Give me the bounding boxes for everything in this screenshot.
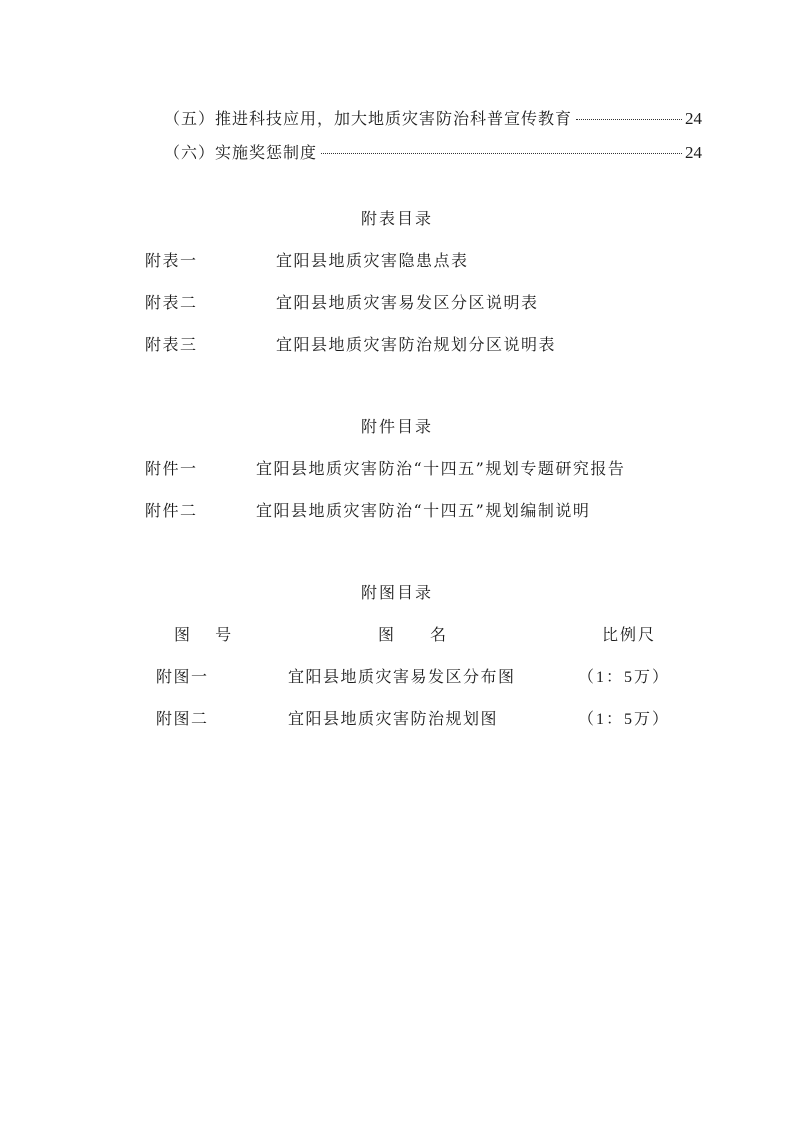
appendix-tables-heading: 附表目录 bbox=[360, 209, 433, 228]
column-header-figure-name: 图 名 bbox=[378, 625, 457, 644]
toc-page-number: 24 bbox=[685, 143, 702, 162]
figure-scale: （1：5万） bbox=[578, 711, 671, 728]
toc-label: （六）实施奖惩制度 bbox=[164, 143, 318, 162]
appendix-table-no: 附表二 bbox=[145, 293, 198, 312]
toc-page-number: 24 bbox=[685, 109, 702, 128]
figure-scale: （1：5万） bbox=[578, 669, 671, 686]
column-header-scale: 比例尺 bbox=[602, 625, 657, 644]
toc-row[interactable] bbox=[164, 106, 702, 130]
appendix-table-title: 宜阳县地质灾害隐患点表 bbox=[276, 251, 469, 270]
attachments-heading: 附件目录 bbox=[360, 417, 433, 436]
toc-label: （五）推进科技应用，加大地质灾害防治科普宣传教育 bbox=[164, 109, 573, 128]
toc-dot-leader bbox=[576, 119, 682, 120]
appendix-table-title: 宜阳县地质灾害防治规划分区说明表 bbox=[276, 335, 557, 354]
attachment-title: 宜阳县地质灾害防治“十四五”规划编制说明 bbox=[256, 501, 591, 520]
toc-dot-leader bbox=[321, 153, 682, 154]
toc-row[interactable] bbox=[164, 140, 702, 164]
appendix-table-title: 宜阳县地质灾害易发区分区说明表 bbox=[276, 293, 539, 312]
figure-no: 附图一 bbox=[156, 667, 209, 686]
column-header-figure-no: 图 号 bbox=[174, 625, 242, 644]
figure-name: 宜阳县地质灾害防治规划图 bbox=[288, 709, 499, 728]
attachment-no: 附件一 bbox=[145, 459, 198, 478]
appendix-table-no: 附表三 bbox=[145, 335, 198, 354]
attachment-title: 宜阳县地质灾害防治“十四五”规划专题研究报告 bbox=[256, 459, 626, 478]
figure-name: 宜阳县地质灾害易发区分布图 bbox=[288, 667, 516, 686]
figures-heading: 附图目录 bbox=[360, 583, 433, 602]
appendix-table-no: 附表一 bbox=[145, 251, 198, 270]
figure-no: 附图二 bbox=[156, 709, 209, 728]
attachment-no: 附件二 bbox=[145, 501, 198, 520]
